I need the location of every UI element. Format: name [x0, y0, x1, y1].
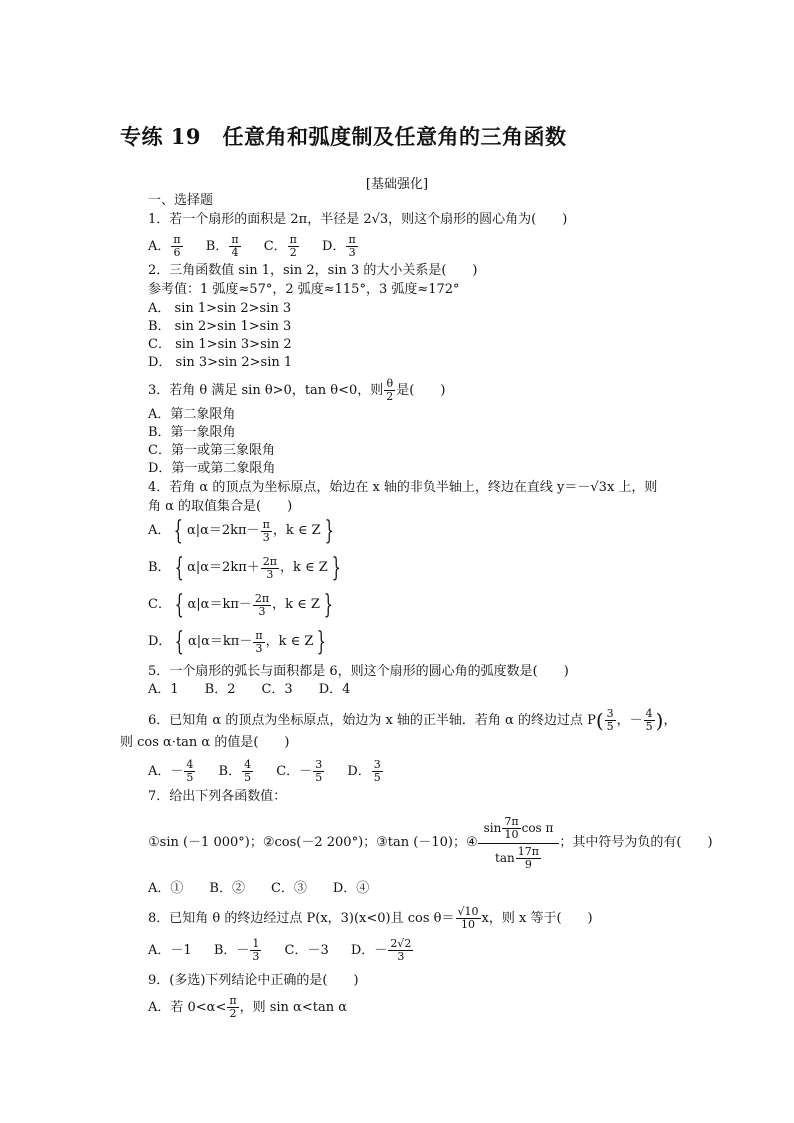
- question-7-values: ①sin (－1 000°)；②cos(－2 200°)；③tan (－10)；④ sin $\frac{7\pi}{10}$ cos π tan $\frac{17\pi}{9}$ ；其中符号为负的有( ): [148, 814, 713, 871]
- question-1-options: [148, 234, 377, 259]
- question-8-options: [148, 938, 432, 963]
- question-3-stem: 3．若角 θ 满足 sin θ>0，tan θ<0，则 $\frac{\theta}{2}$ 是( ): [148, 377, 446, 403]
- option-a: A．第二象限角: [148, 407, 236, 422]
- option-c: C．－ $\frac{3}{5}$: [276, 758, 323, 784]
- question-5-stem: 5．一个扇形的弧长与面积都是 6，则这个扇形的圆心角的弧度数是( ): [148, 664, 569, 679]
- question-9-stem: 9．(多选)下列结论中正确的是( ): [148, 973, 359, 988]
- option-b: B．－ $\frac{1}{3}$: [213, 937, 260, 963]
- option-b: B． $\frac{\pi}{4}$: [205, 233, 239, 259]
- option-c: C． $\frac{\pi}{2}$: [263, 233, 297, 259]
- option-a: A． $\frac{\pi}{6}$: [148, 233, 181, 259]
- option-a: A．－1: [148, 943, 192, 958]
- option-d: D． { α|α＝kπ－ $\frac{\pi}{3}$ ，k ∈ Z }: [148, 627, 327, 657]
- option-d: D． $\frac{3}{5}$: [347, 758, 381, 784]
- question-4-stem-continued: 角 α 的取值集合是( ): [148, 499, 293, 514]
- question-8-stem: 8．已知角 θ 的终边经过点 P(x，3)(x<0)且 cos θ＝ $\frac{√10}{10}$ x，则 x 等于( ): [148, 905, 593, 931]
- question-1-stem: 1．若一个扇形的面积是 2π，半径是 2√3，则这个扇形的圆心角为( ): [148, 212, 568, 227]
- question-6-options: [148, 759, 402, 784]
- option-c: C．第一或第三象限角: [148, 443, 275, 458]
- option-d: D． sin 3>sin 2>sin 1: [148, 355, 293, 370]
- question-5-options: A．1 B．2 C．3 D．4: [148, 682, 351, 697]
- question-7-stem: 7．给出下列各函数值：: [148, 789, 287, 804]
- part-heading: 一、选择题: [148, 193, 214, 208]
- option-b: B． $\frac{4}{5}$: [218, 758, 252, 784]
- option-b: B． { α|α＝2kπ＋ $\frac{2\pi}{3}$ ，k ∈ Z }: [148, 553, 341, 583]
- option-a: A． { α|α＝2kπ－ $\frac{\pi}{3}$ ，k ∈ Z }: [148, 516, 334, 546]
- option-a: A． sin 1>sin 2>sin 3: [148, 301, 292, 316]
- section-heading: [基础强化]: [365, 177, 429, 192]
- question-6-stem-continued: 则 cos α·tan α 的值是( ): [120, 735, 290, 750]
- option-c: C． sin 1>sin 3>sin 2: [148, 337, 292, 352]
- option-b: B．第一象限角: [148, 425, 236, 440]
- option-d: D．－ $\frac{2√2}{3}$: [350, 937, 412, 963]
- option-d: D． $\frac{\pi}{3}$: [322, 233, 356, 259]
- compound-fraction: sin $\frac{7\pi}{10}$ cos π tan $\frac{17\pi}{9}$: [478, 816, 560, 871]
- question-7-options: A．① B．② C．③ D．④: [148, 881, 370, 896]
- option-a: A．－ $\frac{4}{5}$: [148, 758, 194, 784]
- question-2-stem: 2．三角函数值 sin 1，sin 2，sin 3 的大小关系是( ): [148, 263, 478, 278]
- question-4-stem: 4．若角 α 的顶点为坐标原点，始边在 x 轴的非负半轴上，终边在直线 y＝－√3x 上，则: [148, 480, 658, 495]
- option-c: C．－3: [284, 943, 329, 958]
- option-b: B． sin 2>sin 1>sin 3: [148, 319, 292, 334]
- option-a: A．若 0<α< $\frac{\pi}{2}$ ，则 sin α<tan α: [148, 994, 347, 1020]
- option-d: D．第一或第二象限角: [148, 461, 276, 476]
- option-c: C． { α|α＝kπ－ $\frac{2\pi}{3}$ ，k ∈ Z }: [148, 590, 333, 620]
- question-2-reference: 参考值：1 弧度≈57°，2 弧度≈115°，3 弧度≈172°: [148, 282, 460, 297]
- question-6-stem: 6．已知角 α 的顶点为坐标原点，始边为 x 轴的正半轴．若角 α 的终边过点 P( $\frac{3}{5}$ ，－ $\frac{4}{5}$ )，: [148, 707, 677, 733]
- page-title: 专练 19 任意角和弧度制及任意角的三角函数: [120, 124, 567, 149]
